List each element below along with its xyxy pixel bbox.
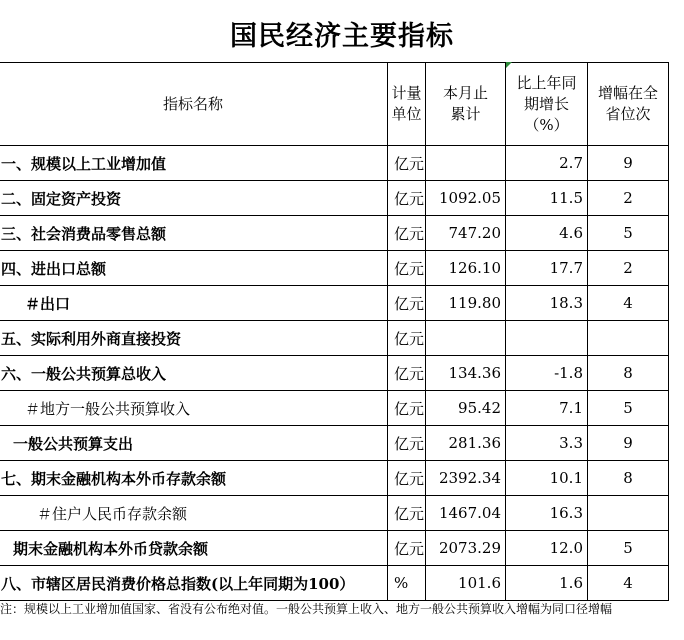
- rank-cell: 2: [588, 251, 669, 286]
- indicator-name: 七、期末金融机构本外币存款余额: [0, 461, 388, 496]
- cumulative-cell: 126.10: [426, 251, 506, 286]
- table-body: [0, 146, 669, 601]
- table-row: [0, 216, 669, 251]
- growth-cell: 12.0: [506, 531, 588, 566]
- table-row: [0, 531, 669, 566]
- cumulative-cell: 101.6: [426, 566, 506, 601]
- growth-cell: 16.3: [506, 496, 588, 531]
- header-growth: 比上年同 期增长 （%）: [506, 63, 588, 146]
- page-title: 国民经济主要指标: [230, 21, 454, 52]
- rank-cell: 9: [588, 146, 669, 181]
- header-unit: 计量 单位: [388, 63, 426, 146]
- rank-cell: 8: [588, 461, 669, 496]
- rank-cell: 5: [588, 391, 669, 426]
- indicator-name: 一、规模以上工业增加值: [0, 146, 388, 181]
- growth-cell: [506, 321, 588, 356]
- growth-cell: 7.1: [506, 391, 588, 426]
- header-cumulative: 本月止 累计: [426, 63, 506, 146]
- cumulative-cell: 2073.29: [426, 531, 506, 566]
- table-row: [0, 566, 669, 601]
- cumulative-cell: 119.80: [426, 286, 506, 321]
- rank-cell: 9: [588, 426, 669, 461]
- cumulative-cell: 134.36: [426, 356, 506, 391]
- indicator-name: ＃出口: [0, 286, 388, 321]
- indicator-name: 八、市辖区居民消费价格总指数(以上年同期为100）: [0, 566, 388, 601]
- rank-cell: 5: [588, 531, 669, 566]
- table-row: [0, 356, 669, 391]
- indicator-name: 六、一般公共预算总收入: [0, 356, 388, 391]
- growth-cell: 1.6: [506, 566, 588, 601]
- rank-cell: 4: [588, 286, 669, 321]
- cumulative-cell: [426, 321, 506, 356]
- indicators-table: [0, 62, 669, 601]
- indicator-name: 一般公共预算支出: [0, 426, 388, 461]
- growth-cell: 2.7: [506, 146, 588, 181]
- unit-cell: 亿元: [388, 496, 426, 531]
- indicator-name: 期末金融机构本外币贷款余额: [0, 531, 388, 566]
- rank-cell: 8: [588, 356, 669, 391]
- rank-cell: 4: [588, 566, 669, 601]
- indicator-name: ＃地方一般公共预算收入: [0, 391, 388, 426]
- unit-cell: 亿元: [388, 426, 426, 461]
- cumulative-cell: 747.20: [426, 216, 506, 251]
- unit-cell: 亿元: [388, 461, 426, 496]
- cumulative-cell: [426, 146, 506, 181]
- growth-cell: -1.8: [506, 356, 588, 391]
- indicator-name: ＃住户人民币存款余额: [0, 496, 388, 531]
- unit-cell: %: [388, 566, 426, 601]
- indicator-name: 四、进出口总额: [0, 251, 388, 286]
- growth-cell: 10.1: [506, 461, 588, 496]
- comment-marker-icon: [506, 62, 512, 68]
- unit-cell: 亿元: [388, 286, 426, 321]
- unit-cell: 亿元: [388, 146, 426, 181]
- header-indicator-name: 指标名称: [0, 63, 388, 146]
- growth-cell: 3.3: [506, 426, 588, 461]
- table-row: [0, 251, 669, 286]
- table-row: [0, 391, 669, 426]
- table-row: [0, 461, 669, 496]
- unit-cell: 亿元: [388, 181, 426, 216]
- cumulative-cell: 1467.04: [426, 496, 506, 531]
- unit-cell: 亿元: [388, 251, 426, 286]
- cumulative-cell: 1092.05: [426, 181, 506, 216]
- growth-cell: 18.3: [506, 286, 588, 321]
- growth-cell: 17.7: [506, 251, 588, 286]
- growth-cell: 11.5: [506, 181, 588, 216]
- indicator-name: 三、社会消费品零售总额: [0, 216, 388, 251]
- rank-cell: [588, 321, 669, 356]
- cumulative-cell: 95.42: [426, 391, 506, 426]
- header-rank: 增幅在全 省位次: [588, 63, 669, 146]
- table-row: [0, 286, 669, 321]
- indicator-name: 五、实际利用外商直接投资: [0, 321, 388, 356]
- unit-cell: 亿元: [388, 356, 426, 391]
- cumulative-cell: 281.36: [426, 426, 506, 461]
- unit-cell: 亿元: [388, 321, 426, 356]
- unit-cell: 亿元: [388, 216, 426, 251]
- table-row: [0, 321, 669, 356]
- footnote: 注：规模以上工业增加值国家、省没有公布绝对值。一般公共预算上收入、地方一般公共预算收入增幅为同口径增幅: [0, 602, 613, 616]
- unit-cell: 亿元: [388, 531, 426, 566]
- table-row: [0, 496, 669, 531]
- rank-cell: 2: [588, 181, 669, 216]
- rank-cell: 5: [588, 216, 669, 251]
- table-row: [0, 426, 669, 461]
- table-row: [0, 146, 669, 181]
- table-header-row: [0, 63, 669, 146]
- cumulative-cell: 2392.34: [426, 461, 506, 496]
- growth-cell: 4.6: [506, 216, 588, 251]
- indicator-name: 二、固定资产投资: [0, 181, 388, 216]
- unit-cell: 亿元: [388, 391, 426, 426]
- rank-cell: [588, 496, 669, 531]
- table-row: [0, 181, 669, 216]
